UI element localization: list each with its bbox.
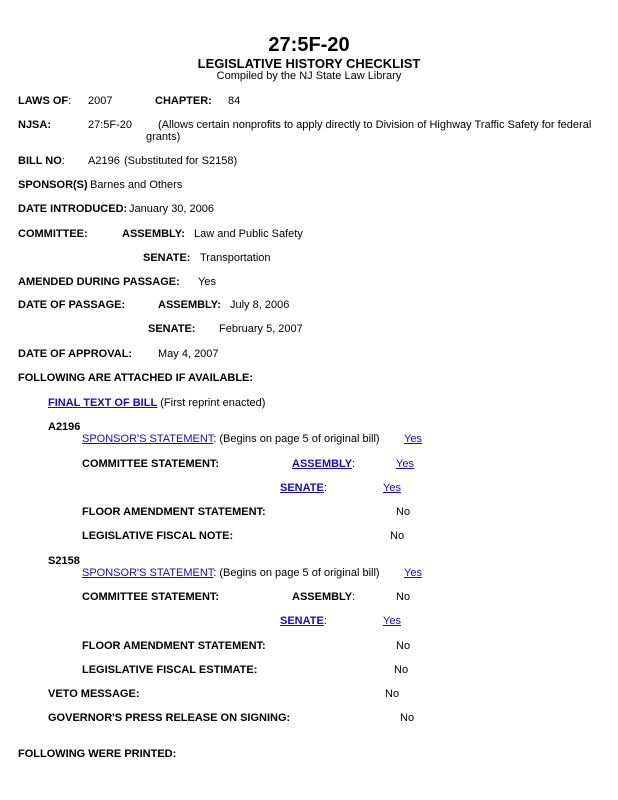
passage-senate-value: February 5, 2007 [219, 323, 303, 335]
passage-assembly-value: July 8, 2006 [230, 299, 290, 311]
laws-of-value: 2007 [88, 95, 113, 107]
a2196-floor-label: FLOOR AMENDMENT STATEMENT: [82, 506, 266, 518]
a2196-sponsor-note: : (Begins on page 5 of original bill) [213, 433, 380, 445]
a2196-fiscal-value: No [390, 530, 405, 542]
a2196-sponsor-yes-link[interactable]: Yes [404, 433, 422, 445]
a2196-senate-row: SENATE: [280, 482, 327, 494]
s2158-senate-row: SENATE: [280, 615, 327, 627]
bill-no-value: A2196 [88, 155, 120, 167]
s2158-sponsor-note: : (Begins on page 5 of original bill) [213, 567, 380, 579]
njsa-description-line2: grants) [146, 131, 181, 143]
s2158-assembly-label: ASSEMBLY [292, 591, 353, 603]
passage-senate-label: SENATE: [148, 323, 196, 335]
a2196-assembly-row: ASSEMBLY: [292, 458, 356, 470]
s2158-fiscal-value: No [394, 664, 409, 676]
approval-label: DATE OF APPROVAL: [18, 348, 133, 360]
a2196-assembly-yes-link[interactable]: Yes [396, 458, 414, 470]
a2196-sponsor-statement-link[interactable]: SPONSOR'S STATEMENT [82, 433, 214, 445]
a2196-senate-link[interactable]: SENATE [280, 482, 324, 494]
s2158-sponsor-row [82, 567, 380, 580]
passage-assembly-label: ASSEMBLY: [158, 299, 221, 311]
final-text-link[interactable]: FINAL TEXT OF BILL [48, 397, 158, 409]
press-release-value: No [400, 712, 415, 724]
s2158-assembly-row: ASSEMBLY: [292, 591, 356, 603]
njsa-label: NJSA: [18, 119, 52, 131]
a2196-heading: A2196 [48, 421, 81, 433]
veto-value: No [385, 688, 400, 700]
sponsors-label: SPONSOR(S) [18, 179, 88, 191]
njsa-description-line1: (Allows certain nonprofits to apply directly to Division of Highway Traffic Safety for federal [158, 119, 592, 131]
chapter-value: 84 [228, 95, 241, 107]
veto-label: VETO MESSAGE: [48, 688, 140, 700]
a2196-committee-label: COMMITTEE STATEMENT: [82, 458, 220, 470]
a2196-sponsor-row [82, 433, 380, 446]
s2158-senate-link[interactable]: SENATE [280, 615, 324, 627]
press-release-label: GOVERNOR'S PRESS RELEASE ON SIGNING: [48, 712, 291, 724]
printed-heading: FOLLOWING WERE PRINTED: [18, 748, 177, 760]
bill-no-label: BILL NO: [18, 155, 65, 167]
s2158-floor-value: No [396, 640, 411, 652]
committee-assembly-value: Law and Public Safety [194, 228, 303, 240]
njsa-value: 27:5F-20 [88, 119, 133, 131]
committee-label: COMMITTEE: [18, 228, 88, 240]
page-subtitle: LEGISLATIVE HISTORY CHECKLIST [197, 56, 421, 71]
attached-heading: FOLLOWING ARE ATTACHED IF AVAILABLE: [18, 372, 254, 384]
final-text-row [48, 397, 265, 410]
s2158-heading: S2158 [48, 555, 80, 567]
s2158-sponsor-statement-link[interactable]: SPONSOR'S STATEMENT [82, 567, 214, 579]
compiled-by: Compiled by the NJ State Law Library [216, 70, 402, 82]
final-text-note: (First reprint enacted) [160, 397, 266, 409]
committee-assembly-label: ASSEMBLY: [122, 228, 185, 240]
chapter-label: CHAPTER: [155, 95, 212, 107]
committee-senate-value: Transportation [200, 252, 271, 264]
s2158-committee-label: COMMITTEE STATEMENT: [82, 591, 220, 603]
amended-label: AMENDED DURING PASSAGE: [18, 276, 180, 288]
laws-of-label: LAWS OF: [18, 95, 72, 107]
a2196-assembly-link[interactable]: ASSEMBLY [292, 458, 353, 470]
passage-label: DATE OF PASSAGE: [18, 299, 126, 311]
page-title: 27:5F-20 [268, 34, 350, 56]
date-introduced-label: DATE INTRODUCED: [18, 203, 128, 215]
a2196-floor-value: No [396, 506, 411, 518]
s2158-fiscal-label: LEGISLATIVE FISCAL ESTIMATE: [82, 664, 258, 676]
committee-senate-label: SENATE: [143, 252, 191, 264]
date-introduced-value: January 30, 2006 [129, 203, 215, 215]
s2158-assembly-value: No [396, 591, 411, 603]
a2196-fiscal-label: LEGISLATIVE FISCAL NOTE: [82, 530, 234, 542]
s2158-floor-label: FLOOR AMENDMENT STATEMENT: [82, 640, 266, 652]
amended-value: Yes [198, 276, 216, 288]
bill-no-note: (Substituted for S2158) [124, 155, 238, 167]
s2158-sponsor-yes-link[interactable]: Yes [404, 567, 422, 579]
approval-value: May 4, 2007 [158, 348, 219, 360]
a2196-senate-yes-link[interactable]: Yes [383, 482, 401, 494]
sponsors-value: Barnes and Others [90, 179, 183, 191]
s2158-senate-yes-link[interactable]: Yes [383, 615, 401, 627]
